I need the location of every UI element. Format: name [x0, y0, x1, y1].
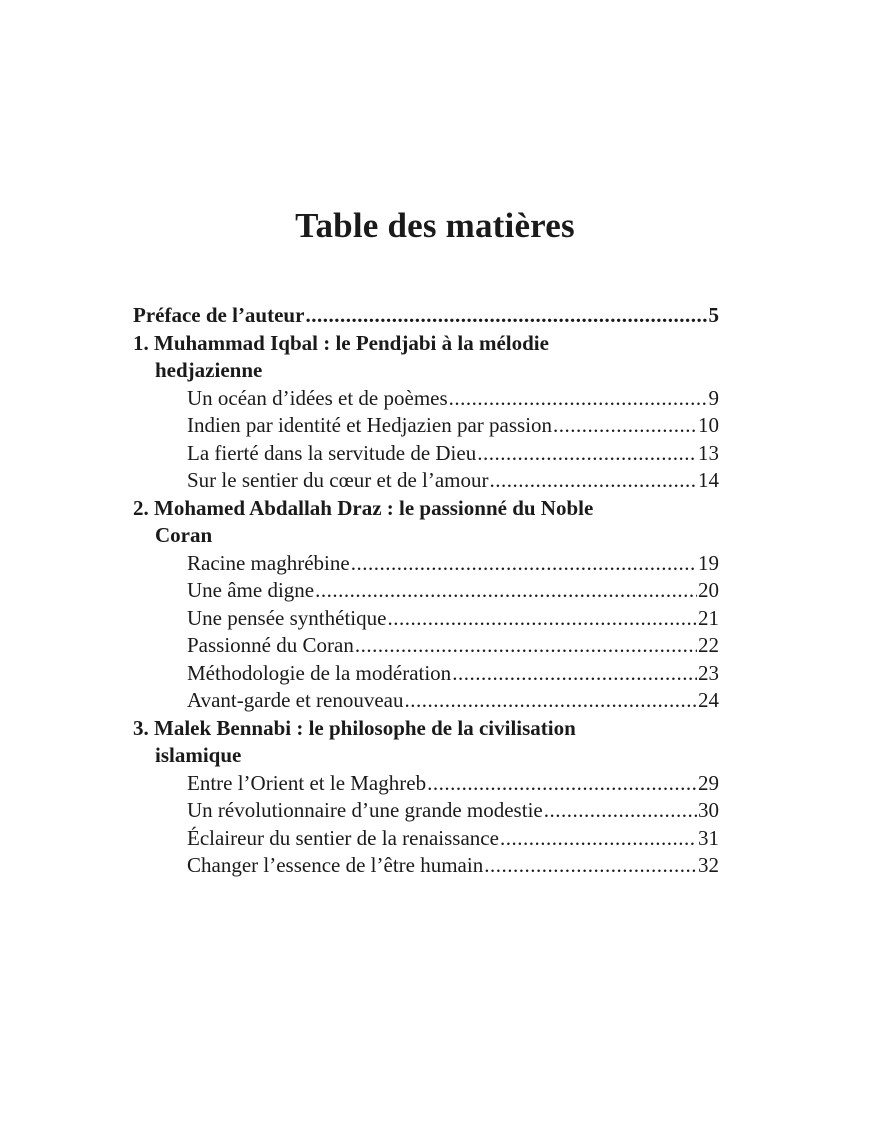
dot-leader [553, 412, 697, 440]
toc-entry-label: Méthodologie de la modération [187, 660, 452, 685]
chapter-2-heading [133, 495, 719, 550]
chapter-title-line: 3. Malek Bennabi : le philosophe de la civilisation [133, 715, 576, 740]
toc-page-number: 24 [698, 688, 719, 712]
toc-entry [133, 577, 719, 605]
toc-entry-label: Un révolutionnaire d’une grande modestie [187, 798, 543, 822]
toc-page-number: 22 [698, 633, 719, 657]
chapter-title-continuation: hedjazienne [155, 358, 263, 382]
table-of-contents [133, 302, 719, 880]
toc-page-number: 10 [698, 413, 719, 437]
toc-entry [133, 467, 719, 495]
toc-entry-label: Préface de l’auteur [133, 303, 305, 327]
toc-page-number: 29 [698, 770, 719, 795]
dot-leader [490, 467, 698, 495]
toc-entry [133, 550, 719, 578]
toc-entry [133, 385, 719, 413]
chapter-1-heading [133, 330, 719, 385]
page-title: Table des matières [295, 206, 575, 245]
toc-entry-label: Indien par identité et Hedjazien par passion [187, 413, 553, 437]
toc-entry [133, 770, 719, 798]
toc-entry [133, 797, 719, 825]
toc-page-number: 20 [698, 578, 719, 602]
toc-entry-label: La fierté dans la servitude de Dieu [187, 440, 477, 465]
toc-entry-label: Éclaireur du sentier de la renaissance [187, 825, 499, 850]
toc-entry-label: Une pensée synthétique [187, 605, 387, 630]
dot-leader [315, 577, 697, 605]
chapter-3-heading [133, 715, 719, 770]
chapter-title-continuation: Coran [155, 523, 213, 547]
toc-entry-preface [133, 302, 719, 330]
toc-entry [133, 412, 719, 440]
toc-entry-label: Changer l’essence de l’être humain [187, 853, 484, 877]
dot-leader [351, 550, 697, 578]
toc-entry-label: Une âme digne [187, 578, 315, 602]
toc-entry [133, 605, 719, 633]
toc-entry-label: Sur le sentier du cœur et de l’amour [187, 468, 489, 492]
toc-entry [133, 440, 719, 468]
dot-leader [305, 302, 707, 330]
toc-page-number: 9 [708, 385, 719, 410]
dot-leader [427, 770, 697, 798]
toc-page-number: 21 [698, 605, 719, 630]
toc-entry [133, 852, 719, 880]
toc-entry [133, 632, 719, 660]
dot-leader [484, 852, 697, 880]
toc-page-number: 13 [698, 440, 719, 465]
dot-leader [477, 440, 697, 468]
toc-entry-label: Entre l’Orient et le Maghreb [187, 770, 427, 795]
dot-leader [405, 687, 697, 715]
toc-page-number: 30 [698, 798, 719, 822]
toc-page-number: 19 [698, 550, 719, 575]
toc-entry-label: Passionné du Coran [187, 633, 354, 657]
dot-leader [387, 605, 697, 633]
toc-entry [133, 687, 719, 715]
chapter-title-line: 1. Muhammad Iqbal : le Pendjabi à la mélodie [133, 330, 549, 355]
toc-page-number: 5 [708, 303, 719, 327]
dot-leader [449, 385, 708, 413]
dot-leader [452, 660, 697, 688]
toc-entry-label: Avant-garde et renouveau [187, 688, 404, 712]
toc-page-number: 23 [698, 660, 719, 685]
toc-page-number: 32 [698, 853, 719, 877]
dot-leader [500, 825, 697, 853]
toc-entry [133, 825, 719, 853]
toc-page-number: 14 [698, 468, 719, 492]
dot-leader [355, 632, 697, 660]
toc-entry-label: Un océan d’idées et de poèmes [187, 385, 448, 410]
dot-leader [544, 797, 697, 825]
toc-entry-label: Racine maghrébine [187, 550, 350, 575]
chapter-title-continuation: islamique [155, 743, 242, 767]
chapter-title-line: 2. Mohamed Abdallah Draz : le passionné du Noble [133, 495, 594, 520]
toc-page-number: 31 [698, 825, 719, 850]
toc-entry [133, 660, 719, 688]
